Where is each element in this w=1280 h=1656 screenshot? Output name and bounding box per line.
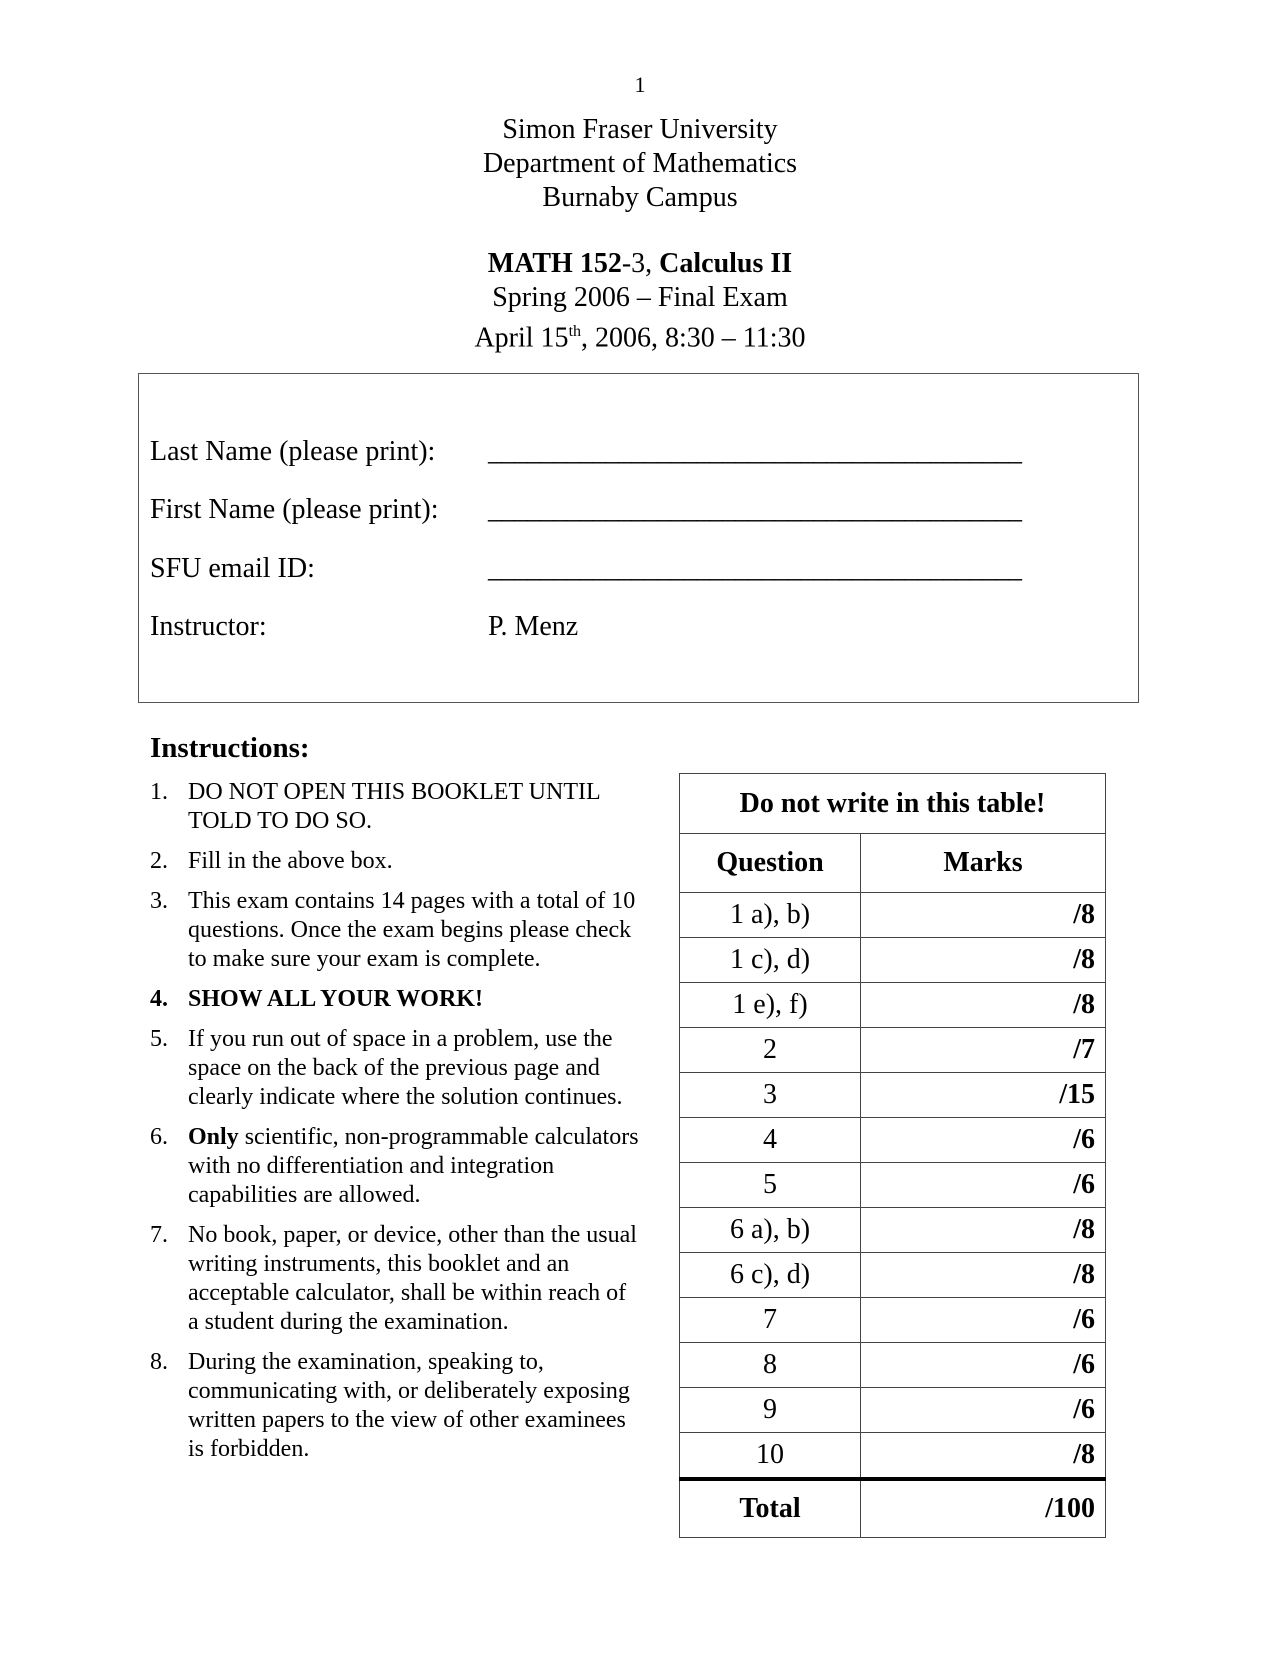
first-name-label: First Name (please print): — [150, 494, 439, 525]
marks-table — [679, 773, 1106, 1538]
instruction-number: 8. — [150, 1349, 168, 1375]
instructor-label: Instructor: — [150, 611, 267, 642]
course-name: Calculus II — [659, 248, 793, 279]
table-row — [680, 1253, 1106, 1298]
instruction-number: 4. — [150, 986, 168, 1012]
course-title — [0, 247, 1280, 281]
table-row — [680, 983, 1106, 1028]
exam-date-sup: th — [568, 323, 582, 340]
marks-header-row — [680, 834, 1106, 893]
instruction-text: Fill in the above box. — [188, 848, 393, 874]
marks-table-caption: Do not write in this table! — [680, 774, 1106, 834]
email-label: SFU email ID: — [150, 553, 315, 584]
table-row — [680, 1028, 1106, 1073]
table-row — [680, 1343, 1106, 1388]
question-cell: 2 — [680, 1028, 861, 1073]
exam-term: Spring 2006 – Final Exam — [492, 282, 788, 313]
question-column-header: Question — [680, 834, 861, 893]
question-cell: 1 e), f) — [680, 983, 861, 1028]
instruction-text: No book, paper, or device, other than the usual writing instruments, this booklet and an acceptable calculator, shall be within reach of a student during the examination. — [188, 1222, 637, 1335]
instruction-number: 3. — [150, 888, 168, 914]
instruction-text: This exam contains 14 pages with a total of 10 questions. Once the exam begins please check to make sure your exam is complete. — [188, 888, 636, 972]
instructor-value: P. Menz — [488, 611, 579, 642]
instruction-item — [150, 778, 640, 836]
instruction-text: scientific, non-programmable calculators with no differentiation and integration capabilities are allowed. — [188, 1124, 639, 1208]
table-row — [680, 1208, 1106, 1253]
marks-cell: /6 — [861, 1298, 1106, 1343]
first-name-field[interactable]: _________________________________________ — [488, 494, 1021, 525]
marks-cell: /7 — [861, 1028, 1106, 1073]
instruction-bold-lead: Only — [188, 1124, 239, 1150]
table-row — [680, 1298, 1106, 1343]
question-cell: 4 — [680, 1118, 861, 1163]
total-row — [680, 1479, 1106, 1538]
marks-cell: /8 — [861, 1208, 1106, 1253]
instruction-item — [150, 1025, 640, 1112]
instruction-item — [150, 1123, 640, 1210]
marks-cell: /8 — [861, 983, 1106, 1028]
student-info-box — [138, 373, 1139, 703]
table-row — [680, 893, 1106, 938]
instruction-item — [150, 985, 640, 1014]
marks-cell: /6 — [861, 1388, 1106, 1433]
table-row — [680, 1163, 1106, 1208]
instruction-item — [150, 1221, 640, 1337]
instruction-item — [150, 1348, 640, 1464]
question-cell: 5 — [680, 1163, 861, 1208]
last-name-label: Last Name (please print): — [150, 436, 436, 467]
page-number: 1 — [634, 72, 646, 97]
instruction-item — [150, 887, 640, 974]
marks-column-header: Marks — [861, 834, 1106, 893]
marks-cell: /15 — [861, 1073, 1106, 1118]
instruction-number: 5. — [150, 1026, 168, 1052]
university-name: Simon Fraser University — [502, 114, 778, 145]
instruction-text: DO NOT OPEN THIS BOOKLET UNTIL TOLD TO DO SO. — [188, 779, 600, 834]
question-cell: 3 — [680, 1073, 861, 1118]
marks-cell: /8 — [861, 1433, 1106, 1480]
question-cell: 6 c), d) — [680, 1253, 861, 1298]
question-cell: 10 — [680, 1433, 861, 1480]
instruction-item — [150, 847, 640, 876]
last-name-field[interactable]: _________________________________________ — [488, 436, 1021, 467]
question-cell: 1 c), d) — [680, 938, 861, 983]
table-row — [680, 938, 1106, 983]
table-row — [680, 1388, 1106, 1433]
marks-cell: /6 — [861, 1118, 1106, 1163]
table-row — [680, 1118, 1106, 1163]
exam-date-prefix: April 15 — [474, 322, 569, 354]
course-suffix: -3, — [621, 248, 660, 279]
marks-cell: /8 — [861, 1253, 1106, 1298]
question-cell: 8 — [680, 1343, 861, 1388]
campus-name: Burnaby Campus — [542, 182, 738, 213]
instruction-number: 6. — [150, 1124, 168, 1150]
instruction-text: If you run out of space in a problem, use the space on the back of the previous page and clearly indicate where the solution continues. — [188, 1026, 623, 1110]
table-row — [680, 1433, 1106, 1480]
instruction-number: 1. — [150, 779, 168, 805]
question-cell: 9 — [680, 1388, 861, 1433]
marks-cell: /8 — [861, 893, 1106, 938]
instruction-text: SHOW ALL YOUR WORK! — [188, 986, 483, 1012]
instruction-text: During the examination, speaking to, communicating with, or deliberately exposing written papers to the view of other examinees is forbidden. — [188, 1349, 630, 1462]
department-name: Department of Mathematics — [482, 148, 798, 179]
question-cell: 1 a), b) — [680, 893, 861, 938]
marks-cell: /6 — [861, 1163, 1106, 1208]
instructions-list — [150, 778, 640, 1475]
instructions-title: Instructions: — [150, 732, 310, 764]
question-cell: 7 — [680, 1298, 861, 1343]
instruction-number: 7. — [150, 1222, 168, 1248]
instruction-number: 2. — [150, 848, 168, 874]
email-field[interactable]: _________________________________________ — [488, 553, 1021, 584]
marks-cell: /6 — [861, 1343, 1106, 1388]
question-cell: 6 a), b) — [680, 1208, 861, 1253]
total-marks: /100 — [861, 1479, 1106, 1538]
total-label: Total — [680, 1479, 861, 1538]
exam-date-suffix: , 2006, 8:30 – 11:30 — [581, 322, 806, 354]
marks-cell: /8 — [861, 938, 1106, 983]
table-row — [680, 1073, 1106, 1118]
marks-caption-row — [680, 774, 1106, 834]
exam-date — [0, 315, 1280, 355]
course-code: MATH 152 — [487, 248, 622, 279]
